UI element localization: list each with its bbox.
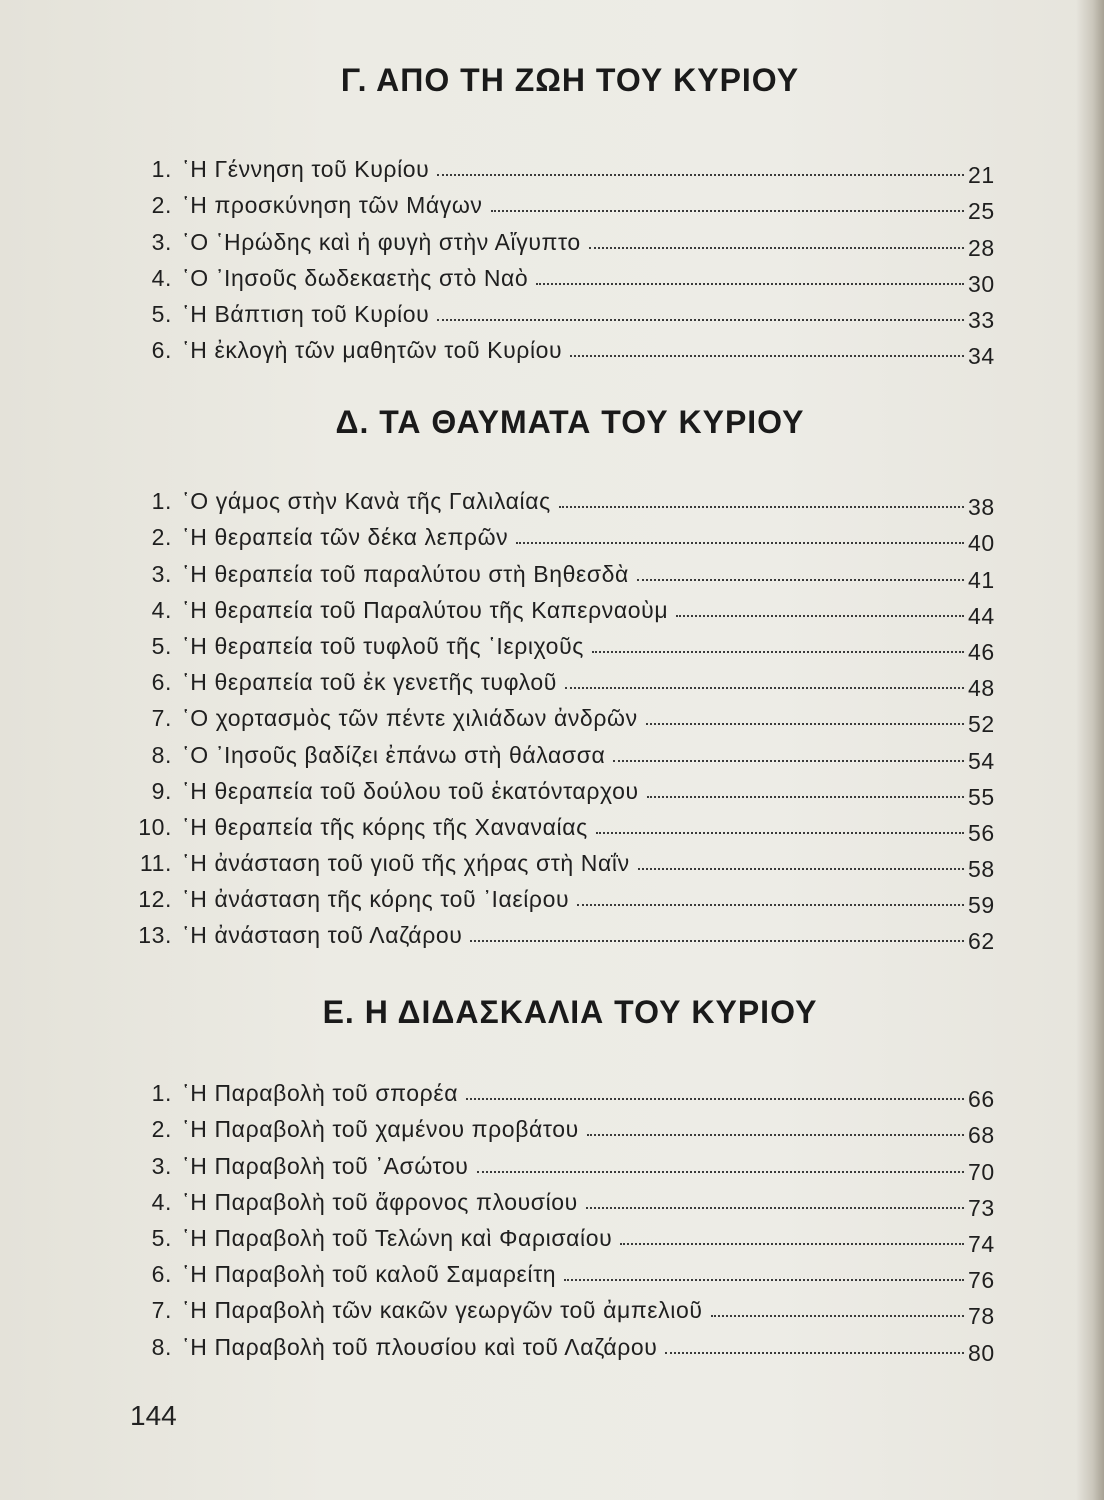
entry-title: ῾Η Παραβολὴ τοῦ σπορέα [182,1080,459,1107]
entry-title: ῾Ο χορτασμὸς τῶν πέντε χιλιάδων ἀνδρῶν [182,705,638,732]
dot-leader [637,577,964,581]
entry-title: ῾Η θεραπεία τοῦ ἐκ γενετῆς τυφλοῦ [182,669,557,696]
entry-page-number: 44 [968,602,995,629]
toc-list [130,479,1010,955]
page-number: 144 [130,1400,177,1431]
toc-list [130,147,1010,370]
entry-page-number: 74 [968,1230,995,1257]
toc-entry [130,292,1010,333]
entry-title: ῾Η προσκύνηση τῶν Μάγων [182,192,483,219]
entry-title: ῾Η ἀνάσταση τοῦ Λαζάρου [182,922,463,949]
section-heading: Γ. ΑΠΟ ΤΗ ΖΩΗ ΤΟΥ ΚΥΡΙΟΥ [340,62,800,98]
entry-number: 13. [138,922,172,949]
toc-entry [130,1324,1010,1366]
entry-number: 8. [151,741,172,768]
dot-leader [470,938,964,942]
entry-page-number: 34 [968,343,995,370]
dot-leader [516,540,964,544]
entry-number: 6. [151,669,172,696]
entry-title: ῾Η θεραπεία τοῦ Παραλύτου τῆς Καπερναοὺμ [182,596,669,623]
entry-number: 8. [151,1333,172,1360]
entry-number: 7. [151,705,172,732]
entry-number: 7. [151,1297,172,1324]
dot-leader [638,866,964,870]
entry-title: ῾Η Παραβολὴ τῶν κακῶν γεωργῶν τοῦ ἀμπελιοῦ [182,1297,703,1324]
entry-page-number: 33 [968,306,995,333]
toc-entry [130,479,1010,521]
toc-entry [130,732,1010,774]
dot-leader [613,758,964,762]
section-heading: Δ. ΤΑ ΘΑΥΜΑΤΑ ΤΟΥ ΚΥΡΙΟΥ [335,404,805,440]
entry-page-number: 66 [968,1086,995,1113]
entry-number: 6. [151,1261,172,1288]
entry-title: ῾Ο ᾽Ιησοῦς βαδίζει ἐπάνω στὴ θάλασσα [182,741,606,768]
dot-leader [676,613,964,617]
dot-leader [665,1350,964,1354]
section-heading: Ε. Η ΔΙΔΑΣΚΑΛΙΑ ΤΟΥ ΚΥΡΙΟΥ [322,994,818,1030]
toc-list [130,1071,1010,1366]
entry-page-number: 48 [968,675,995,702]
dot-leader [559,504,964,508]
toc-entry [130,1216,1010,1257]
entry-page-number: 76 [968,1267,995,1294]
entry-page-number: 41 [968,566,995,593]
entry-title: ῾Η ἀνάσταση τοῦ γιοῦ τῆς χήρας στὴ Ναΐν [182,850,630,877]
entry-page-number: 68 [968,1122,995,1149]
dot-leader [536,281,964,285]
dot-leader [589,245,964,249]
entry-number: 5. [151,300,172,327]
toc-entry [130,1288,1010,1330]
entry-page-number: 56 [968,819,995,846]
entry-page-number: 21 [968,162,995,189]
entry-title: ῾Η Γέννηση τοῦ Κυρίου [182,156,430,183]
entry-page-number: 73 [968,1194,995,1221]
entry-page-number: 46 [968,638,995,665]
toc-entry [130,256,1010,297]
toc-entry [130,660,1010,702]
entry-title: ῾Η θεραπεία τῆς κόρης τῆς Χαναναίας [182,813,588,840]
entry-title: ῾Η θεραπεία τῶν δέκα λεπρῶν [182,524,509,551]
entry-number: 1. [151,1080,172,1107]
dot-leader [646,721,964,725]
entry-number: 4. [151,596,172,623]
dot-leader [596,830,964,834]
dot-leader [570,353,964,357]
entry-number: 2. [151,192,172,219]
entry-page-number: 59 [968,892,995,919]
toc-entry [130,1252,1010,1294]
entry-title: ῾Η ἀνάσταση τῆς κόρης τοῦ ᾽Ιαείρου [182,886,570,913]
entry-title: ῾Ο ῾Ηρώδης καὶ ἡ φυγὴ στὴν Αἴγυπτο [182,228,581,255]
dot-leader [587,1132,964,1136]
toc-entry [130,769,1010,810]
dot-leader [711,1313,964,1317]
entry-title: ῾Η Βάπτιση τοῦ Κυρίου [182,300,430,327]
entry-title: ῾Η ἐκλογὴ τῶν μαθητῶν τοῦ Κυρίου [182,337,563,364]
entry-page-number: 54 [968,747,995,774]
entry-page-number: 55 [968,783,995,810]
entry-page-number: 28 [968,234,995,261]
entry-title: ῾Ο γάμος στὴν Κανὰ τῆς Γαλιλαίας [182,488,551,515]
entry-number: 3. [151,560,172,587]
entry-page-number: 30 [968,270,995,297]
toc-entry [130,1107,1010,1149]
entry-title: ῾Η Παραβολὴ τοῦ ἄφρονος πλουσίου [182,1188,578,1215]
entry-number: 9. [151,777,172,804]
entry-title: ῾Η Παραβολὴ τοῦ ᾽Ασώτου [182,1152,469,1179]
entry-page-number: 38 [968,494,995,521]
toc-entry [130,805,1010,846]
toc-entry [130,328,1010,370]
entry-title: ῾Η θεραπεία τοῦ τυφλοῦ τῆς ῾Ιεριχοῦς [182,632,584,659]
entry-page-number: 78 [968,1303,995,1330]
entry-page-number: 80 [968,1339,995,1366]
toc-entry [130,183,1010,225]
dot-leader [437,172,964,176]
toc-entry [130,1180,1010,1221]
entry-title: ῾Η Παραβολὴ τοῦ χαμένου προβάτου [182,1116,579,1143]
entry-page-number: 40 [968,530,995,557]
dot-leader [565,685,964,689]
toc-entry [130,624,1010,665]
dot-leader [592,649,964,653]
toc-entry [130,696,1010,738]
entry-number: 3. [151,1152,172,1179]
entry-number: 5. [151,632,172,659]
entry-title: ῾Η Παραβολὴ τοῦ καλοῦ Σαμαρείτη [182,1261,557,1288]
entry-page-number: 52 [968,711,995,738]
toc-entry [130,913,1010,955]
dot-leader [647,794,964,798]
entry-number: 11. [139,850,172,877]
toc-entry [130,588,1010,629]
entry-page-number: 58 [968,856,995,883]
toc-entry [130,219,1010,261]
toc-entry [130,1143,1010,1185]
section-teaching-of-the-lord [130,994,1010,1366]
dot-leader [466,1096,964,1100]
entry-number: 10. [138,813,172,840]
toc-entry [130,1071,1010,1113]
entry-page-number: 62 [968,928,995,955]
section-life-of-the-lord [130,62,1010,370]
dot-leader [586,1205,964,1209]
entry-number: 4. [151,264,172,291]
entry-page-number: 25 [968,198,995,225]
entry-title: ῾Η θεραπεία τοῦ δούλου τοῦ ἑκατόνταρχου [182,777,639,804]
toc-entry [130,841,1010,883]
entry-number: 1. [151,156,172,183]
entry-number: 3. [151,228,172,255]
toc-entry [130,877,1010,919]
page-binding-shadow [1076,0,1104,1500]
entry-number: 2. [151,1116,172,1143]
dot-leader [491,208,965,212]
entry-number: 2. [151,524,172,551]
toc-entry [130,515,1010,557]
entry-page-number: 70 [968,1158,995,1185]
dot-leader [437,317,964,321]
toc-entry [130,147,1010,189]
entry-title: ῾Ο ᾽Ιησοῦς δωδεκαετὴς στὸ Ναὸ [182,264,529,291]
entry-number: 1. [151,488,172,515]
entry-number: 5. [151,1224,172,1251]
section-miracles-of-the-lord [130,404,1010,955]
entry-title: ῾Η Παραβολὴ τοῦ πλουσίου καὶ τοῦ Λαζάρου [182,1333,658,1360]
entry-number: 6. [151,337,172,364]
dot-leader [577,902,964,906]
dot-leader [477,1169,965,1173]
dot-leader [620,1241,964,1245]
entry-number: 12. [138,886,172,913]
toc-entry [130,551,1010,593]
entry-number: 4. [151,1188,172,1215]
entry-title: ῾Η Παραβολὴ τοῦ Τελώνη καὶ Φαρισαίου [182,1224,613,1251]
dot-leader [564,1277,964,1281]
entry-title: ῾Η θεραπεία τοῦ παραλύτου στὴ Βηθεσδὰ [182,560,629,587]
